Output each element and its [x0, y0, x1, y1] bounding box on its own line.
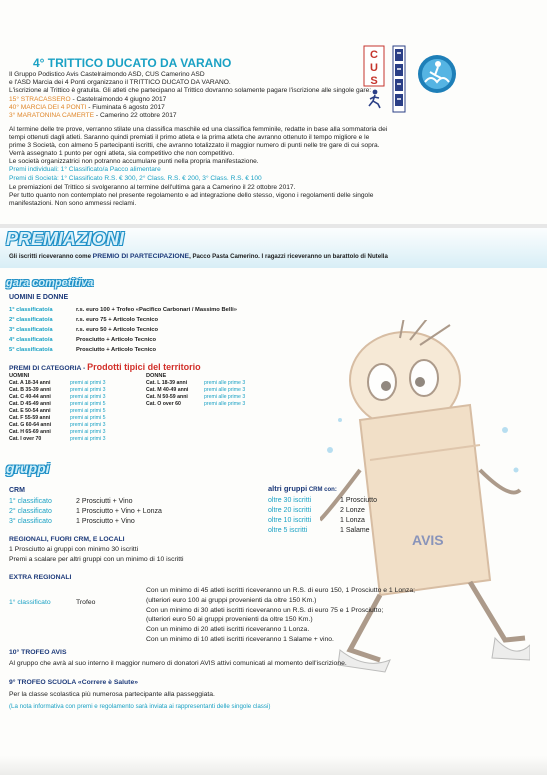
- uomini-cat-4: Cat. D 45-49 anni: [9, 401, 51, 407]
- altri-prize-4: 1 Salame: [340, 527, 370, 534]
- uomini-cat-5: Cat. E 50-54 anni: [9, 408, 51, 414]
- gara-place-5: 5° classificato/a: [9, 347, 53, 353]
- altri-cond-1: oltre 30 iscritti: [268, 497, 312, 504]
- race-3-name: 3° MARATONINA CAMERTE: [9, 112, 95, 119]
- crm-prize-2: 1 Prosciutto + Vino + Lonza: [76, 508, 162, 515]
- altri-gruppi-label: altri gruppi: [268, 484, 308, 493]
- donne-cat-list: [146, 380, 188, 408]
- trofeo-scuola-title: 9° TROFEO SCUOLA «Correre è Salute»: [9, 679, 138, 686]
- uomini-cat-8: Cat. H 65-69 anni: [9, 429, 51, 435]
- categorie-title-text: PREMI DI CATEGORIA -: [9, 365, 88, 372]
- uomini-premi-4: premi ai primi 5: [70, 401, 106, 407]
- gara-prize-2: r.s. euro 75 + Articolo Tecnico: [76, 317, 158, 323]
- rules-line-8: manifestazioni. Non sono ammessi reclami.: [9, 200, 137, 207]
- donne-premi-3: premi alle prime 3: [204, 394, 246, 400]
- extra-line-4: (ulteriori euro 50 ai gruppi provenienti da oltre 150 Km.): [146, 616, 313, 624]
- rules-line-3: prime 3 Società, con almeno 5 partecipanti iscritti, che avranno totalizzato il maggior numero di punti nelle tre gare di cui sopra.: [9, 142, 380, 149]
- race-1-detail: - Castelraimondo 4 giugno 2017: [70, 96, 167, 103]
- cus-logo: [363, 45, 385, 87]
- svg-text:C: C: [370, 49, 378, 61]
- uomini-premi-6: premi ai primi 5: [70, 415, 106, 421]
- page-title: 4° TRITTICO DUCATO DA VARANO: [33, 56, 232, 70]
- uomini-cat-1: Cat. A 18-34 anni: [9, 380, 51, 386]
- divider-stripe: [0, 224, 547, 228]
- crm-place-2: 2° classificato: [9, 508, 52, 515]
- gara-place-1: 1° classificato/a: [9, 307, 53, 313]
- extra-place: 1° classificato: [9, 599, 51, 606]
- race-2-detail: - Fiuminata 6 agosto 2017: [86, 104, 165, 111]
- uomini-cat-6: Cat. F 55-59 anni: [9, 415, 51, 421]
- extra-prize: Trofeo: [76, 599, 96, 606]
- extra-line-5: Con un minimo di 20 atleti iscritti riceveranno 1 Lonza.: [146, 626, 310, 634]
- donne-premi-list: [204, 380, 245, 408]
- uomini-premi-1: premi ai primi 3: [70, 380, 106, 386]
- trofeo-scuola-text: Per la classe scolastica più numerosa partecipante alla passeggiata.: [9, 691, 215, 698]
- extra-line-3: Con un minimo di 30 atleti iscritti riceveranno un R.S. di euro 75 e 1 Prosciutto;: [146, 606, 384, 614]
- race-2-name: 40° MARCIA DEI 4 PONTI: [9, 104, 87, 111]
- regionali-line-1: 1 Prosciutto ai gruppi con minimo 30 iscritti: [9, 546, 139, 553]
- svg-text:S: S: [370, 75, 378, 87]
- participation-prize: [9, 253, 388, 262]
- trofeo-avis-text: Al gruppo che avrà al suo interno il maggior numero di donatori AVIS attivi comunicati al momento dell'iscrizione.: [9, 660, 347, 667]
- donne-cat-3: Cat. N 50-59 anni: [146, 394, 188, 400]
- page-bottom-edge: [0, 756, 547, 775]
- intro-line-3: L'iscrizione al Trittico è gratuita. Gli atleti che partecipano al Trittico dovranno solamente pagare l'iscrizione alle singole gare:: [9, 87, 372, 94]
- race-1-name: 15° STRACASSERO: [9, 96, 71, 103]
- runner-icon: [366, 89, 384, 109]
- intro-line-2: e l'ASD Marcia dei 4 Ponti organizzano il TRITTICO DUCATO DA VARANO.: [9, 79, 231, 86]
- extra-line-1: Con un minimo di 45 atleti iscritti riceveranno un R.S. di euro 150, 1 Prosciutto e 1 Lonza;: [146, 587, 415, 594]
- altri-gruppi-crm: CRM con:: [307, 487, 337, 493]
- uomini-cat-list: [9, 380, 51, 443]
- altri-gruppi-heading: [268, 485, 337, 495]
- extra-line-2: (ulteriori euro 100 ai gruppi provenienti da oltre 150 Km.): [146, 596, 317, 604]
- altri-cond-2: oltre 20 iscritti: [268, 507, 312, 514]
- altri-cond-3: oltre 10 iscritti: [268, 517, 312, 524]
- gruppi-title: gruppi: [6, 460, 50, 476]
- gara-place-3: 3° classificato/a: [9, 327, 53, 333]
- donne-premi-2: premi alle prime 3: [204, 387, 246, 393]
- donne-premi-1: premi alle prime 3: [204, 380, 246, 386]
- gara-place-4: 4° classificato/a: [9, 337, 53, 343]
- donne-cat-1: Cat. L 18-39 anni: [146, 380, 188, 386]
- categorie-title: [9, 363, 201, 374]
- uomini-cat-9: Cat. I over 70: [9, 436, 42, 442]
- uomini-premi-5: premi ai primi 5: [70, 408, 106, 414]
- rules-line-2: tempi ottenuti dagli atleti. Saranno quindi premiati il primo atleta e la prima atleta che avranno ottenuto il tempo migliore e le: [9, 134, 370, 141]
- gara-prize-4: Prosciutto + Articolo Tecnico: [76, 337, 157, 343]
- extra-lines: [146, 586, 415, 645]
- trofeo-avis-title: 10° TROFEO AVIS: [9, 649, 67, 656]
- uomini-cat-3: Cat. C 40-44 anni: [9, 394, 51, 400]
- gara-prize-1: r.s. euro 100 + Trofeo «Pacifico Carbonari / Massimo Belli»: [76, 307, 237, 313]
- regionali-line-2: Premi a scalare per altri gruppi con un minimo di 10 iscritti: [9, 556, 184, 563]
- extra-line-6: Con un minimo di 10 atleti iscritti riceveranno 1 Salame + vino.: [146, 635, 334, 643]
- uomini-premi-3: premi ai primi 3: [70, 394, 106, 400]
- race-3: [9, 112, 177, 121]
- marcia-4-ponti-logo: [417, 52, 457, 98]
- gara-prize-3: r.s. euro 50 + Articolo Tecnico: [76, 327, 158, 333]
- rules-line-4: Verrà assegnato 1 punto per ogni atleta, sia competitivo che non competitivo.: [9, 150, 235, 157]
- uomini-donne-label: UOMINI E DONNE: [9, 294, 69, 301]
- uomini-premi-9: premi ai primi 3: [70, 436, 106, 442]
- donne-cat-2: Cat. M 40-49 anni: [146, 387, 189, 393]
- uomini-premi-7: premi ai primi 3: [70, 422, 106, 428]
- donne-premi-4: premi alle prime 3: [204, 401, 246, 407]
- uomini-premi-8: premi ai primi 3: [70, 429, 106, 435]
- altri-cond-4: oltre 5 iscritti: [268, 527, 308, 534]
- avis-logo: [392, 45, 406, 113]
- categorie-title-red: Prodotti tipici del territorio: [87, 362, 201, 372]
- premi-societa: Premi di Società: 1° Classificato R.S. € 300, 2° Class. R.S. € 200, 3° Class. R.S. € 100: [9, 175, 262, 182]
- uomini-premi-list: [70, 380, 105, 443]
- rules-line-5: Le società organizzatrici non potranno accumulare punti nella propria manifestazione.: [9, 158, 259, 165]
- altri-prize-1: 1 Prosciutto: [340, 497, 377, 504]
- gara-place-2: 2° classificato/a: [9, 317, 53, 323]
- svg-text:U: U: [370, 62, 378, 74]
- rules-line-1: Al termine delle tre prove, verranno stilate una classifica maschile ed una classifica femminile, redatte in base alla sommatoria dei: [9, 126, 388, 133]
- uomini-cat-7: Cat. G 60-64 anni: [9, 422, 52, 428]
- premi-individuali: Premi individuali: 1° Classificato/a Pacco alimentare: [9, 166, 161, 173]
- crm-place-1: 1° classificato: [9, 498, 52, 505]
- intro-line-1: Il Gruppo Podistico Avis Castelraimondo ASD, CUS Camerino ASD: [9, 71, 205, 78]
- svg-text:AVIS: AVIS: [412, 532, 444, 548]
- uomini-premi-2: premi ai primi 3: [70, 387, 106, 393]
- rules-line-7: Per tutto quanto non contemplato nel presente regolamento e ad integrazione dello stesso, vigono i regolamenti delle singole: [9, 192, 374, 199]
- donne-cat-4: Cat. O over 60: [146, 401, 181, 407]
- gara-competitiva-title: gara competitiva: [6, 277, 94, 289]
- altri-prize-2: 2 Lonze: [340, 507, 365, 514]
- donne-label: DONNE: [146, 373, 167, 379]
- trofeo-scuola-note: (La nota informativa con premi e regolamento sarà inviata ai rappresentanti delle singole classi): [9, 703, 271, 710]
- crm-label: CRM: [9, 487, 25, 494]
- participation-prefix: Gli iscritti riceveranno come: [9, 253, 93, 260]
- gara-prize-5: Prosciutto + Articolo Tecnico: [76, 347, 157, 353]
- participation-highlight: PREMIO DI PARTECIPAZIONE: [92, 253, 190, 260]
- participation-suffix: , Pacco Pasta Camerino. I ragazzi riceveranno un barattolo di Nutella: [189, 253, 388, 260]
- premiazioni-title: PREMIAZIONI: [6, 229, 125, 249]
- race-3-detail: - Camerino 22 ottobre 2017: [94, 112, 177, 119]
- crm-prize-1: 2 Prosciutti + Vino: [76, 498, 133, 505]
- extra-regionali-title: EXTRA REGIONALI: [9, 574, 72, 581]
- uomini-cat-2: Cat. B 35-39 anni: [9, 387, 51, 393]
- altri-prize-3: 1 Lonza: [340, 517, 365, 524]
- uomini-label: UOMINI: [9, 373, 30, 379]
- regionali-title: REGIONALI, FUORI CRM, E LOCALI: [9, 536, 125, 543]
- crm-place-3: 3° classificato: [9, 518, 52, 525]
- crm-prize-3: 1 Prosciutto + Vino: [76, 518, 135, 525]
- rules-line-6: Le premiazioni del Trittico si svolgeranno al termine dell'ultima gara a Camerino il 22 ottobre 2017.: [9, 184, 296, 191]
